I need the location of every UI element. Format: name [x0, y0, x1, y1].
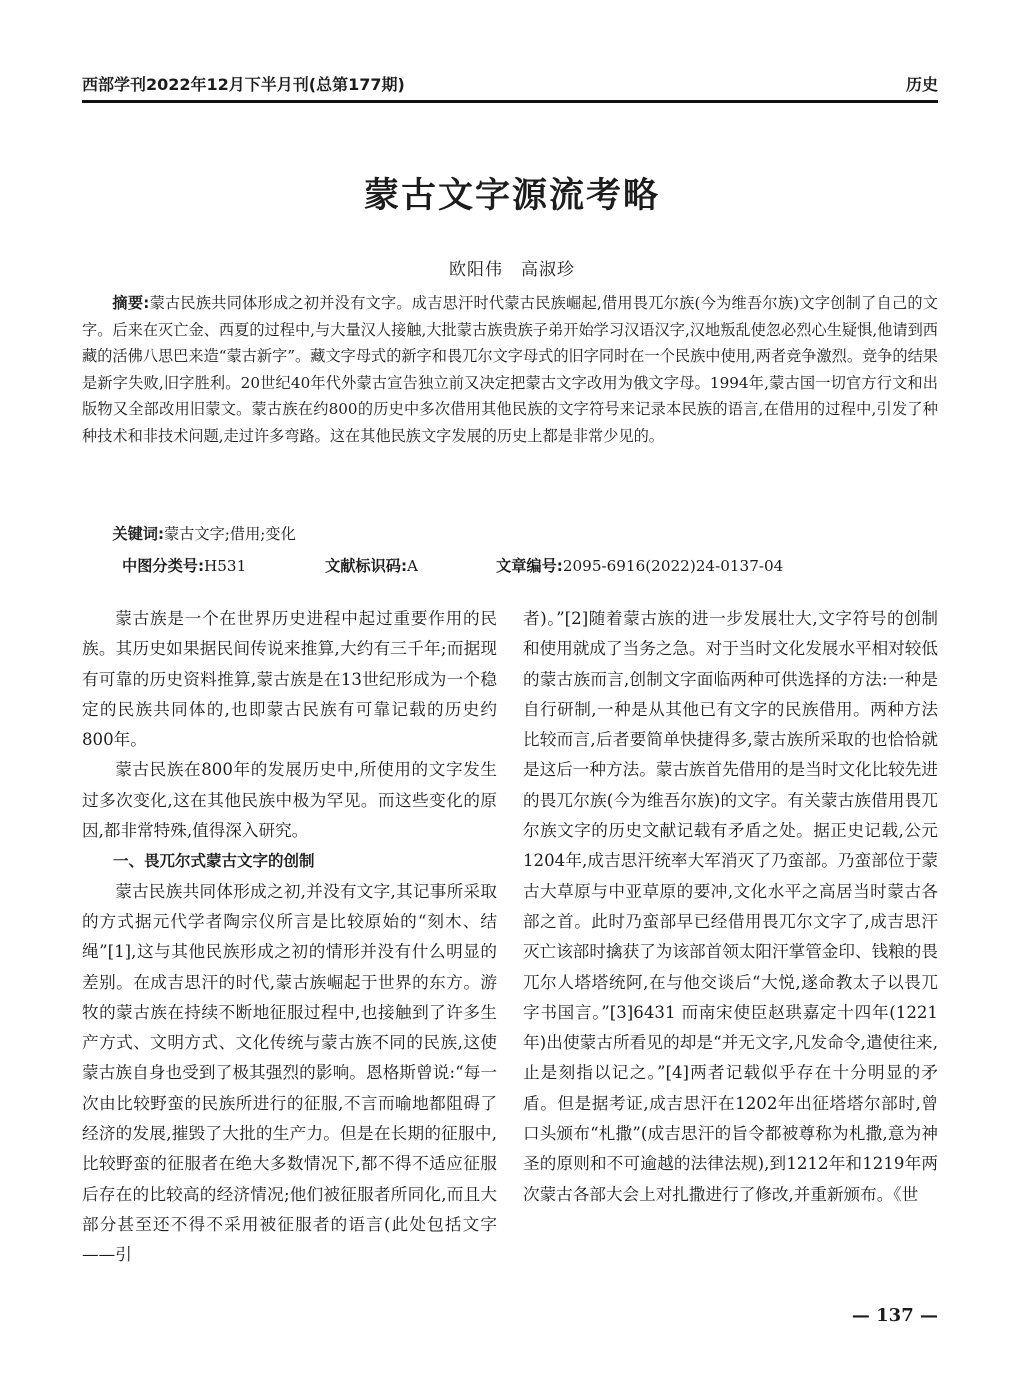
abstract-label: 摘要:: [112, 294, 150, 312]
body-column-right: [523, 604, 938, 1210]
abstract: [82, 290, 938, 449]
authors: 欧阳伟 高淑珍: [449, 260, 575, 280]
document-code: [325, 555, 418, 576]
abstract-text: 蒙古民族共同体形成之初并没有文字。成吉思汗时代蒙古民族崛起,借用畏兀尔族(今为维吾尔族)文字创制了自己的文字。后来在灭亡金、西夏的过程中,与大量汉人接触,大批蒙古族贵族子弟开始学习汉语汉字,汉地叛乱使忽必烈心生疑惧,他请到西藏的活佛八思巴来造“蒙古新字”。藏文字母式的新字和畏兀尔文字母式的旧字同时在一个民族中使用,两者竞争激烈。竞争的结果是新字失败,旧字胜利。20世纪40年代外蒙古宣告独立前又决定把蒙古文字改用为俄文字母。1994年,蒙古国一切官方行文和出版物又全部改用旧蒙文。蒙古族在约800的历史中多次借用其他民族的文字符号来记录本民族的语言,在借用的过程中,引发了种种技术和非技术问题,走过许多弯路。这在其他民族文字发展的历史上都是非常少见的。: [82, 294, 938, 445]
paragraph: 蒙古族是一个在世界历史进程中起过重要作用的民族。其历史如果据民间传说来推算,大约有三千年;而据现有可靠的历史资料推算,蒙古族是在13世纪形成为一个稳定的民族共同体的,也即蒙古民族有可靠记载的历史约800年。: [82, 609, 497, 750]
clc-number: [122, 555, 246, 576]
paragraph: 蒙古民族共同体形成之初,并没有文字,其记事所采取的方式据元代学者陶宗仪所言是比较原始的“刻木、结绳”[1],这与其他民族形成之初的情形并没有什么明显的差别。在成吉思汗的时代,蒙古族崛起于世界的东方。游牧的蒙古族在持续不断地征服过程中,也接触到了许多生产方式、文明方式、文化传统与蒙古族不同的民族,这使蒙古族自身也受到了极其强烈的影响。恩格斯曾说:“每一次由比较野蛮的民族所进行的征服,不言而喻地都阻碍了经济的发展,摧毁了大批的生产力。但是在长期的征服中,比较野蛮的征服者在绝大多数情况下,都不得不适应征服后存在的比较高的经济情况;他们被征服者所同化,而且大部分甚至还不得不采用被征服者的语言(此处包括文字——引: [82, 881, 497, 1265]
paragraph: 者)。”[2]随着蒙古族的进一步发展壮大,文字符号的创制和使用就成了当务之急。对于当时文化发展水平相对较低的蒙古族而言,创制文字面临两种可供选择的方法:一种是自行研制,一种是从其他已有文字的民族借用。两种方法比较而言,后者要简单快捷得多,蒙古族所采取的也恰恰就是这后一种方法。蒙古族首先借用的是当时文化比较先进的畏兀尔族(今为维吾尔族)的文字。有关蒙古族借用畏兀尔族文字的历史文献记载有矛盾之处。据正史记载,公元1204年,成吉思汗统率大军消灭了乃蛮部。乃蛮部位于蒙古大草原与中亚草原的要冲,文化水平之高居当时蒙古各部之首。此时乃蛮部早已经借用畏兀尔文字了,成吉思汗灭亡该部时擒获了为该部首领太阳汗掌管金印、钱粮的畏兀尔人塔塔统阿,在与他交谈后“大悦,遂命教太子以畏兀字书国言。”[3]6431 而南宋使臣赵珙嘉定十四年(1221年)出使蒙古所看见的却是“并无文字,凡发命令,遣使往来,止是刻指以记之。”[4]两者记载似乎存在十分明显的矛盾。但是据考证,成吉思汗在1202年出征塔塔尔部时,曾口头颁布“札撒”(成吉思汗的旨令都被尊称为札撒,意为神圣的原则和不可逾越的法律法规),到1212年和1219年两次蒙古各部大会上对扎撒进行了修改,并重新颁布。《世: [523, 609, 938, 1204]
keywords: [82, 521, 968, 548]
body-column-left: [82, 604, 497, 1271]
keywords-label: 关键词:: [112, 525, 165, 543]
header-rule: [82, 100, 938, 103]
journal-issue-line: 西部学刊2022年12月下半月刊(总第177期): [82, 75, 405, 94]
keywords-text: 蒙古文字;借用;变化: [164, 525, 296, 543]
section-heading: 一、畏兀尔式蒙古文字的创制: [113, 852, 315, 871]
article-number: [496, 555, 783, 576]
clc-label: 中图分类号:: [122, 557, 205, 575]
clc-value: H531: [204, 557, 247, 575]
article-number-label: 文章编号:: [496, 557, 563, 575]
document-code-label: 文献标识码:: [325, 557, 408, 575]
document-code-value: A: [407, 557, 418, 575]
page-number: — 137 —: [851, 1305, 938, 1326]
running-header: [82, 68, 938, 98]
article-title: 蒙古文字源流考略: [363, 175, 660, 216]
paragraph: 蒙古民族在800年的发展历史中,所使用的文字发生过多次变化,这在其他民族中极为罕见。而这些变化的原因,都非常特殊,值得深入研究。: [82, 760, 497, 841]
section-label: 历史: [905, 75, 938, 94]
article-number-value: 2095-6916(2022)24-0137-04: [562, 557, 784, 575]
